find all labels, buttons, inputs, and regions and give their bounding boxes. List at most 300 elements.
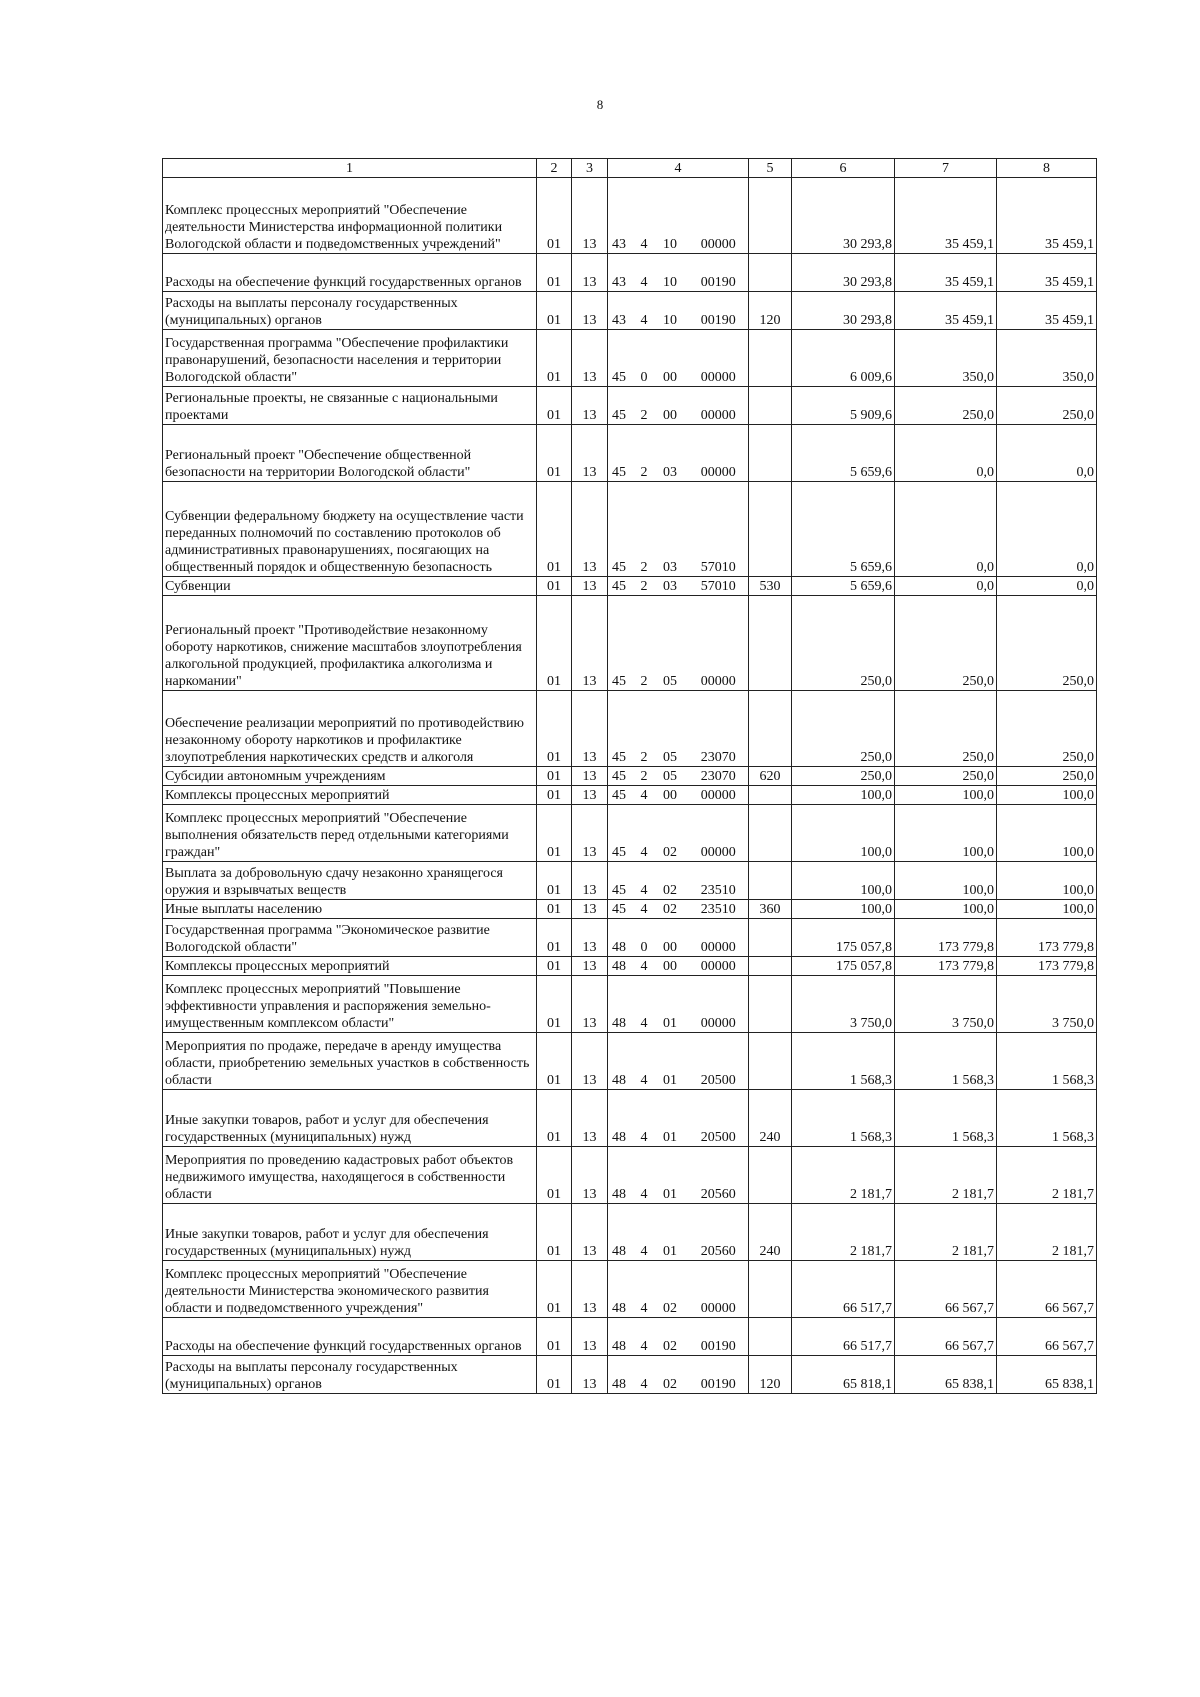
expense-type: 120	[749, 292, 792, 330]
amount-col-7: 350,0	[895, 330, 997, 387]
amount-col-6: 175 057,8	[792, 957, 895, 976]
table-row	[163, 1356, 1097, 1394]
code-subsection: 13	[572, 1147, 608, 1204]
code-direction: 00000	[689, 330, 749, 387]
amount-col-6: 250,0	[792, 691, 895, 767]
amount-col-8: 65 838,1	[997, 1356, 1097, 1394]
code-direction: 23070	[689, 767, 749, 786]
table-row	[163, 178, 1097, 254]
amount-col-7: 250,0	[895, 387, 997, 425]
code-program: 43	[608, 292, 637, 330]
code-section: 01	[537, 425, 572, 482]
code-item: 05	[652, 691, 689, 767]
code-section: 01	[537, 254, 572, 292]
code-direction: 20500	[689, 1033, 749, 1090]
expense-type	[749, 919, 792, 957]
amount-col-7: 66 567,7	[895, 1261, 997, 1318]
code-subsection: 13	[572, 1261, 608, 1318]
code-program: 45	[608, 330, 637, 387]
amount-col-8: 0,0	[997, 425, 1097, 482]
amount-col-6: 30 293,8	[792, 254, 895, 292]
row-name: Иные закупки товаров, работ и услуг для обеспечения государственных (муниципальных) нужд	[163, 1090, 537, 1147]
amount-col-6: 2 181,7	[792, 1147, 895, 1204]
code-type: 4	[637, 900, 652, 919]
code-item: 05	[652, 596, 689, 691]
code-subsection: 13	[572, 425, 608, 482]
code-section: 01	[537, 1090, 572, 1147]
amount-col-8: 35 459,1	[997, 178, 1097, 254]
amount-col-6: 66 517,7	[792, 1261, 895, 1318]
page-number: 8	[596, 97, 604, 112]
code-section: 01	[537, 577, 572, 596]
code-direction: 57010	[689, 577, 749, 596]
code-subsection: 13	[572, 1356, 608, 1394]
amount-col-8: 100,0	[997, 805, 1097, 862]
code-section: 01	[537, 976, 572, 1033]
code-subsection: 13	[572, 1033, 608, 1090]
code-section: 01	[537, 1147, 572, 1204]
code-item: 00	[652, 387, 689, 425]
code-item: 02	[652, 1356, 689, 1394]
code-direction: 00000	[689, 976, 749, 1033]
code-type: 2	[637, 596, 652, 691]
amount-col-7: 65 838,1	[895, 1356, 997, 1394]
code-subsection: 13	[572, 862, 608, 900]
amount-col-6: 100,0	[792, 805, 895, 862]
code-subsection: 13	[572, 482, 608, 577]
expense-type	[749, 691, 792, 767]
amount-col-6: 1 568,3	[792, 1033, 895, 1090]
row-name: Комплекс процессных мероприятий "Обеспечение выполнения обязательств перед отдельными категориями граждан"	[163, 805, 537, 862]
row-name: Иные выплаты населению	[163, 900, 537, 919]
amount-col-6: 3 750,0	[792, 976, 895, 1033]
amount-col-8: 1 568,3	[997, 1090, 1097, 1147]
code-type: 4	[637, 1090, 652, 1147]
code-item: 00	[652, 957, 689, 976]
code-item: 01	[652, 976, 689, 1033]
amount-col-8: 0,0	[997, 482, 1097, 577]
code-item: 03	[652, 425, 689, 482]
expense-type	[749, 178, 792, 254]
expense-type	[749, 1033, 792, 1090]
row-name: Комплекс процессных мероприятий "Обеспечение деятельности Министерства экономического развития области и подведомственного учреждения"	[163, 1261, 537, 1318]
code-program: 45	[608, 425, 637, 482]
amount-col-6: 250,0	[792, 596, 895, 691]
code-subsection: 13	[572, 1318, 608, 1356]
code-type: 4	[637, 862, 652, 900]
row-name: Государственная программа "Экономическое развитие Вологодской области"	[163, 919, 537, 957]
amount-col-8: 250,0	[997, 767, 1097, 786]
code-section: 01	[537, 330, 572, 387]
code-direction: 20560	[689, 1147, 749, 1204]
amount-col-6: 5 659,6	[792, 577, 895, 596]
code-type: 2	[637, 767, 652, 786]
code-section: 01	[537, 596, 572, 691]
code-section: 01	[537, 482, 572, 577]
code-item: 02	[652, 862, 689, 900]
table-row	[163, 577, 1097, 596]
row-name: Государственная программа "Обеспечение профилактики правонарушений, безопасности населения и территории Вологодской области"	[163, 330, 537, 387]
code-section: 01	[537, 805, 572, 862]
table-row	[163, 482, 1097, 577]
header-col-2: 2	[537, 159, 572, 178]
expense-type	[749, 596, 792, 691]
code-subsection: 13	[572, 691, 608, 767]
row-name: Расходы на выплаты персоналу государственных (муниципальных) органов	[163, 292, 537, 330]
amount-col-6: 30 293,8	[792, 178, 895, 254]
row-name: Комплексы процессных мероприятий	[163, 786, 537, 805]
amount-col-7: 35 459,1	[895, 292, 997, 330]
amount-col-8: 2 181,7	[997, 1204, 1097, 1261]
code-program: 45	[608, 577, 637, 596]
amount-col-7: 250,0	[895, 596, 997, 691]
code-item: 00	[652, 330, 689, 387]
code-section: 01	[537, 919, 572, 957]
table-row	[163, 596, 1097, 691]
code-program: 45	[608, 900, 637, 919]
header-col-3: 3	[572, 159, 608, 178]
code-program: 48	[608, 1318, 637, 1356]
code-program: 45	[608, 482, 637, 577]
code-direction: 00000	[689, 596, 749, 691]
row-name: Субвенции	[163, 577, 537, 596]
table-header-row	[163, 159, 1097, 178]
code-type: 4	[637, 178, 652, 254]
amount-col-8: 2 181,7	[997, 1147, 1097, 1204]
code-subsection: 13	[572, 387, 608, 425]
header-col-7: 7	[895, 159, 997, 178]
expense-type: 120	[749, 1356, 792, 1394]
header-col-1: 1	[163, 159, 537, 178]
expense-type	[749, 862, 792, 900]
code-type: 4	[637, 1261, 652, 1318]
amount-col-7: 100,0	[895, 900, 997, 919]
code-item: 05	[652, 767, 689, 786]
amount-col-7: 1 568,3	[895, 1090, 997, 1147]
amount-col-7: 2 181,7	[895, 1147, 997, 1204]
row-name: Региональный проект "Обеспечение общественной безопасности на территории Вологодской области"	[163, 425, 537, 482]
code-section: 01	[537, 1204, 572, 1261]
amount-col-8: 100,0	[997, 862, 1097, 900]
table-row	[163, 1147, 1097, 1204]
code-subsection: 13	[572, 919, 608, 957]
code-subsection: 13	[572, 976, 608, 1033]
code-program: 48	[608, 919, 637, 957]
code-type: 4	[637, 1204, 652, 1261]
row-name: Расходы на обеспечение функций государственных органов	[163, 254, 537, 292]
amount-col-8: 250,0	[997, 596, 1097, 691]
code-direction: 00190	[689, 292, 749, 330]
amount-col-7: 100,0	[895, 786, 997, 805]
code-program: 45	[608, 862, 637, 900]
code-direction: 00000	[689, 786, 749, 805]
code-direction: 00000	[689, 919, 749, 957]
code-program: 48	[608, 976, 637, 1033]
code-item: 01	[652, 1147, 689, 1204]
amount-col-8: 350,0	[997, 330, 1097, 387]
row-name: Субсидии автономным учреждениям	[163, 767, 537, 786]
code-type: 2	[637, 577, 652, 596]
code-subsection: 13	[572, 900, 608, 919]
amount-col-7: 35 459,1	[895, 254, 997, 292]
code-program: 45	[608, 805, 637, 862]
code-section: 01	[537, 786, 572, 805]
code-program: 48	[608, 1261, 637, 1318]
code-section: 01	[537, 691, 572, 767]
header-col-4: 4	[608, 159, 749, 178]
amount-col-8: 1 568,3	[997, 1033, 1097, 1090]
code-direction: 23510	[689, 862, 749, 900]
code-section: 01	[537, 292, 572, 330]
expense-type: 530	[749, 577, 792, 596]
code-subsection: 13	[572, 1204, 608, 1261]
table-row	[163, 957, 1097, 976]
code-item: 03	[652, 577, 689, 596]
row-name: Комплекс процессных мероприятий "Повышение эффективности управления и распоряжения земельно-имущественным комплексом области"	[163, 976, 537, 1033]
code-program: 45	[608, 596, 637, 691]
table-row	[163, 1090, 1097, 1147]
table-row	[163, 254, 1097, 292]
expense-type	[749, 1261, 792, 1318]
code-item: 02	[652, 805, 689, 862]
amount-col-8: 35 459,1	[997, 292, 1097, 330]
row-name: Расходы на выплаты персоналу государственных (муниципальных) органов	[163, 1356, 537, 1394]
table-row	[163, 900, 1097, 919]
header-col-5: 5	[749, 159, 792, 178]
code-type: 4	[637, 805, 652, 862]
amount-col-6: 1 568,3	[792, 1090, 895, 1147]
code-subsection: 13	[572, 292, 608, 330]
expense-type	[749, 425, 792, 482]
code-program: 45	[608, 767, 637, 786]
amount-col-6: 5 659,6	[792, 425, 895, 482]
code-program: 48	[608, 957, 637, 976]
code-direction: 00000	[689, 387, 749, 425]
code-direction: 00190	[689, 254, 749, 292]
code-direction: 00000	[689, 805, 749, 862]
code-subsection: 13	[572, 786, 608, 805]
code-section: 01	[537, 1033, 572, 1090]
code-item: 10	[652, 254, 689, 292]
table-row	[163, 786, 1097, 805]
table-row	[163, 1318, 1097, 1356]
code-direction: 00000	[689, 178, 749, 254]
code-type: 4	[637, 1147, 652, 1204]
row-name: Мероприятия по продаже, передаче в аренду имущества области, приобретению земельных участков в собственность области	[163, 1033, 537, 1090]
expense-type	[749, 482, 792, 577]
code-type: 2	[637, 482, 652, 577]
code-subsection: 13	[572, 805, 608, 862]
code-item: 01	[652, 1033, 689, 1090]
code-item: 02	[652, 900, 689, 919]
amount-col-8: 250,0	[997, 387, 1097, 425]
amount-col-8: 173 779,8	[997, 919, 1097, 957]
code-program: 43	[608, 254, 637, 292]
row-name: Комплекс процессных мероприятий "Обеспечение деятельности Министерства информационной политики Вологодской области и подведомственных учреждений"	[163, 178, 537, 254]
code-item: 02	[652, 1261, 689, 1318]
code-subsection: 13	[572, 254, 608, 292]
amount-col-8: 173 779,8	[997, 957, 1097, 976]
code-program: 45	[608, 786, 637, 805]
row-name: Региональный проект "Противодействие незаконному обороту наркотиков, снижение масштабов злоупотребления алкогольной продукцией, профилактика алкоголизма и наркомании"	[163, 596, 537, 691]
table-row	[163, 387, 1097, 425]
code-direction: 57010	[689, 482, 749, 577]
header-col-8: 8	[997, 159, 1097, 178]
code-type: 4	[637, 1318, 652, 1356]
row-name: Иные закупки товаров, работ и услуг для обеспечения государственных (муниципальных) нужд	[163, 1204, 537, 1261]
code-direction: 00190	[689, 1356, 749, 1394]
row-name: Региональные проекты, не связанные с национальными проектами	[163, 387, 537, 425]
amount-col-8: 3 750,0	[997, 976, 1097, 1033]
amount-col-6: 30 293,8	[792, 292, 895, 330]
code-item: 00	[652, 786, 689, 805]
table-row	[163, 767, 1097, 786]
amount-col-6: 100,0	[792, 862, 895, 900]
code-subsection: 13	[572, 596, 608, 691]
code-program: 48	[608, 1204, 637, 1261]
amount-col-8: 100,0	[997, 786, 1097, 805]
code-subsection: 13	[572, 1090, 608, 1147]
code-type: 0	[637, 330, 652, 387]
row-name: Выплата за добровольную сдачу незаконно хранящегося оружия и взрывчатых веществ	[163, 862, 537, 900]
amount-col-6: 66 517,7	[792, 1318, 895, 1356]
code-subsection: 13	[572, 330, 608, 387]
row-name: Субвенции федеральному бюджету на осуществление части переданных полномочий по составлению протоколов об административных правонарушениях, посягающих на общественный порядок и общественную безопасность	[163, 482, 537, 577]
code-program: 48	[608, 1090, 637, 1147]
table-row	[163, 292, 1097, 330]
table-row	[163, 919, 1097, 957]
expense-type	[749, 976, 792, 1033]
budget-table	[162, 158, 1097, 1394]
amount-col-8: 0,0	[997, 577, 1097, 596]
table-row	[163, 862, 1097, 900]
amount-col-6: 6 009,6	[792, 330, 895, 387]
amount-col-7: 250,0	[895, 691, 997, 767]
expense-type	[749, 1147, 792, 1204]
expense-type	[749, 805, 792, 862]
code-subsection: 13	[572, 957, 608, 976]
code-direction: 23070	[689, 691, 749, 767]
code-section: 01	[537, 767, 572, 786]
amount-col-8: 100,0	[997, 900, 1097, 919]
code-type: 4	[637, 254, 652, 292]
code-subsection: 13	[572, 178, 608, 254]
header-col-6: 6	[792, 159, 895, 178]
expense-type: 240	[749, 1090, 792, 1147]
expense-type	[749, 330, 792, 387]
amount-col-6: 5 909,6	[792, 387, 895, 425]
code-type: 4	[637, 292, 652, 330]
amount-col-8: 66 567,7	[997, 1318, 1097, 1356]
expense-type	[749, 254, 792, 292]
table-row	[163, 1261, 1097, 1318]
code-direction: 00000	[689, 425, 749, 482]
code-item: 10	[652, 178, 689, 254]
expense-type: 240	[749, 1204, 792, 1261]
table-row	[163, 805, 1097, 862]
amount-col-6: 175 057,8	[792, 919, 895, 957]
code-type: 2	[637, 691, 652, 767]
code-item: 03	[652, 482, 689, 577]
amount-col-6: 2 181,7	[792, 1204, 895, 1261]
code-type: 2	[637, 387, 652, 425]
expense-type	[749, 1318, 792, 1356]
amount-col-7: 1 568,3	[895, 1033, 997, 1090]
row-name: Комплексы процессных мероприятий	[163, 957, 537, 976]
amount-col-7: 0,0	[895, 577, 997, 596]
code-program: 48	[608, 1033, 637, 1090]
table-row	[163, 1204, 1097, 1261]
code-item: 10	[652, 292, 689, 330]
amount-col-7: 173 779,8	[895, 957, 997, 976]
expense-type: 360	[749, 900, 792, 919]
row-name: Мероприятия по проведению кадастровых работ объектов недвижимого имущества, находящегося в собственности области	[163, 1147, 537, 1204]
code-item: 02	[652, 1318, 689, 1356]
code-section: 01	[537, 862, 572, 900]
code-item: 01	[652, 1090, 689, 1147]
row-name: Расходы на обеспечение функций государственных органов	[163, 1318, 537, 1356]
code-program: 48	[608, 1147, 637, 1204]
code-section: 01	[537, 1261, 572, 1318]
code-item: 01	[652, 1204, 689, 1261]
code-subsection: 13	[572, 767, 608, 786]
amount-col-7: 66 567,7	[895, 1318, 997, 1356]
code-type: 4	[637, 976, 652, 1033]
code-type: 0	[637, 919, 652, 957]
amount-col-7: 2 181,7	[895, 1204, 997, 1261]
amount-col-8: 66 567,7	[997, 1261, 1097, 1318]
code-direction: 20560	[689, 1204, 749, 1261]
code-item: 00	[652, 919, 689, 957]
expense-type: 620	[749, 767, 792, 786]
amount-col-7: 100,0	[895, 862, 997, 900]
table-row	[163, 425, 1097, 482]
code-type: 4	[637, 1356, 652, 1394]
expense-type	[749, 957, 792, 976]
code-section: 01	[537, 957, 572, 976]
code-direction: 00190	[689, 1318, 749, 1356]
code-type: 4	[637, 957, 652, 976]
code-program: 48	[608, 1356, 637, 1394]
code-direction: 23510	[689, 900, 749, 919]
code-direction: 20500	[689, 1090, 749, 1147]
row-name: Обеспечение реализации мероприятий по противодействию незаконному обороту наркотиков и профилактике злоупотребления наркотических средств и алкоголя	[163, 691, 537, 767]
amount-col-7: 173 779,8	[895, 919, 997, 957]
code-type: 2	[637, 425, 652, 482]
expense-type	[749, 387, 792, 425]
amount-col-6: 100,0	[792, 900, 895, 919]
table-row	[163, 691, 1097, 767]
code-section: 01	[537, 178, 572, 254]
table-row	[163, 1033, 1097, 1090]
code-direction: 00000	[689, 957, 749, 976]
amount-col-7: 0,0	[895, 425, 997, 482]
table-row	[163, 976, 1097, 1033]
amount-col-6: 5 659,6	[792, 482, 895, 577]
amount-col-6: 100,0	[792, 786, 895, 805]
amount-col-7: 3 750,0	[895, 976, 997, 1033]
expense-type	[749, 786, 792, 805]
code-section: 01	[537, 1318, 572, 1356]
code-program: 45	[608, 387, 637, 425]
amount-col-8: 35 459,1	[997, 254, 1097, 292]
code-section: 01	[537, 900, 572, 919]
amount-col-7: 0,0	[895, 482, 997, 577]
amount-col-7: 250,0	[895, 767, 997, 786]
code-direction: 00000	[689, 1261, 749, 1318]
amount-col-6: 65 818,1	[792, 1356, 895, 1394]
amount-col-6: 250,0	[792, 767, 895, 786]
